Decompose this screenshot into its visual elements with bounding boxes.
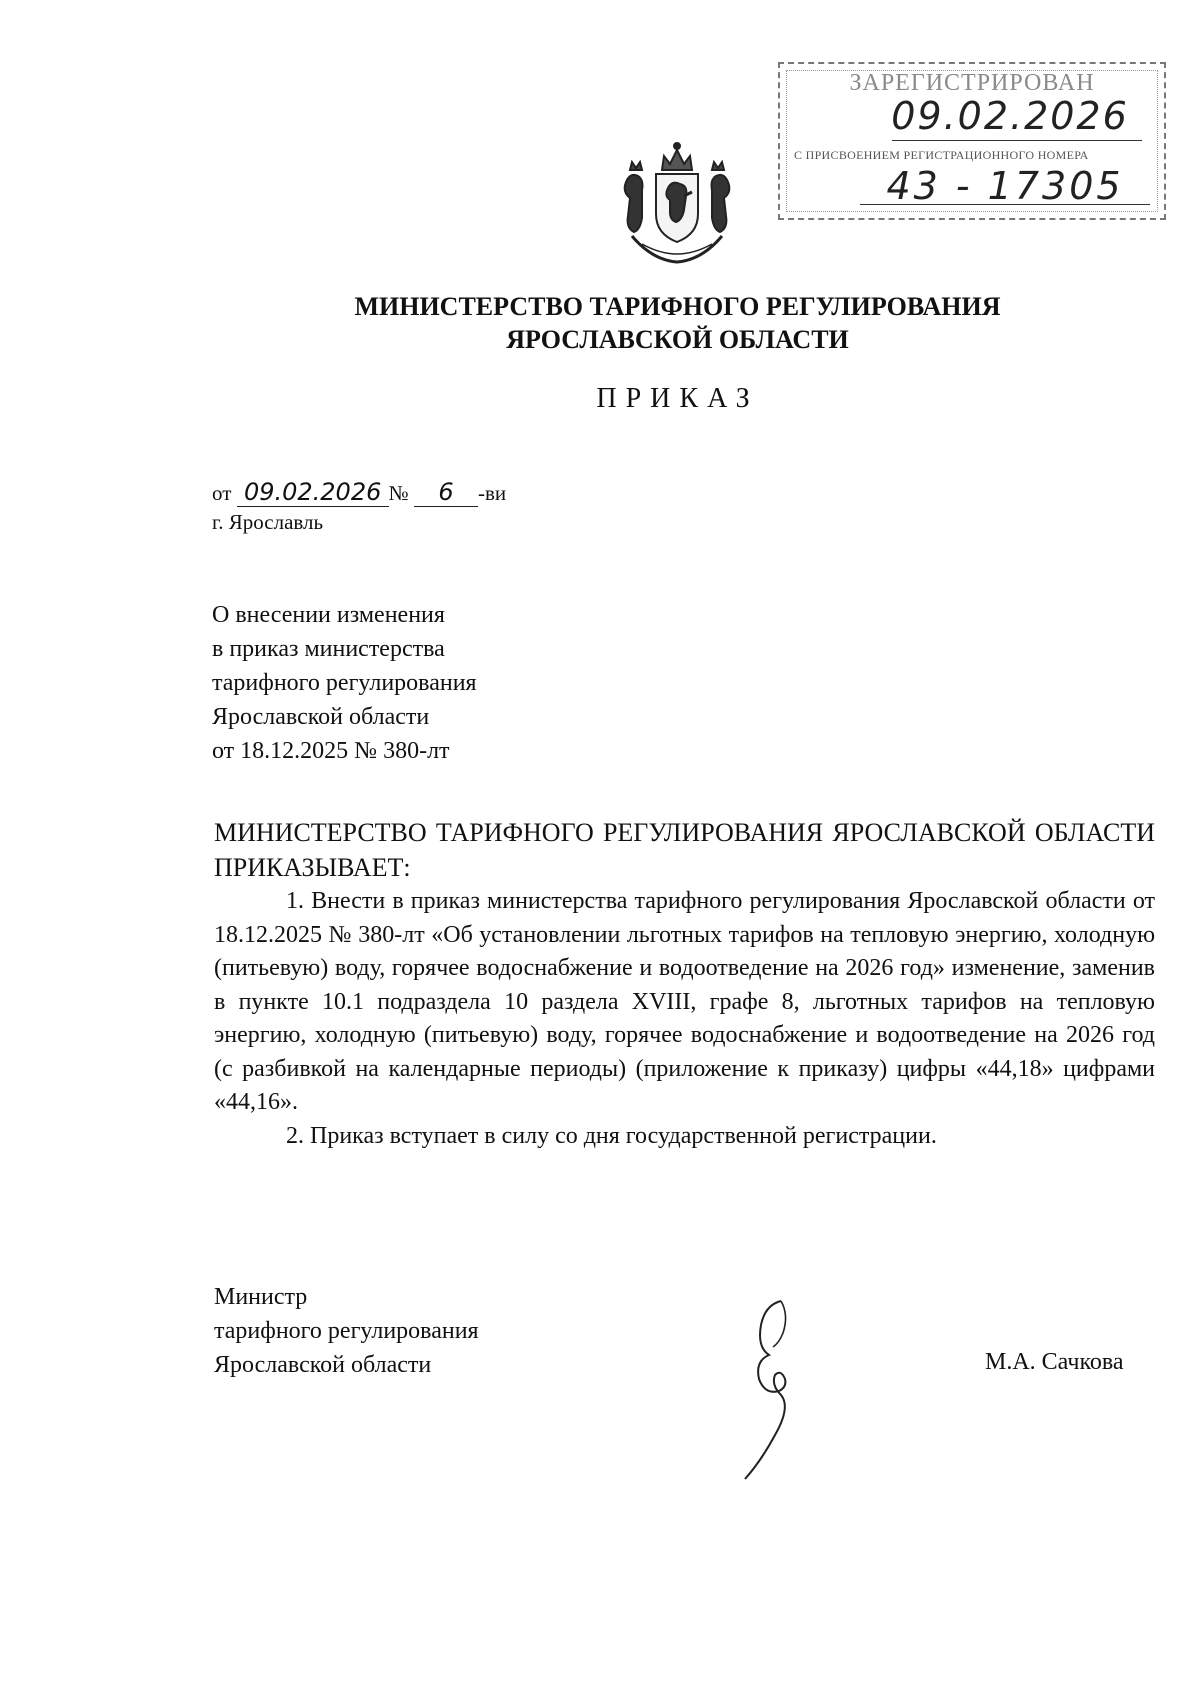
stamp-underline-date (892, 140, 1142, 141)
order-subject (212, 598, 477, 768)
order-number: 6 (414, 478, 478, 507)
signatory-title-line: Ярославской области (214, 1352, 432, 1378)
signatory-title-line: Министр (214, 1284, 308, 1310)
stamp-underline-number (860, 204, 1150, 205)
signatory-title (214, 1280, 479, 1382)
order-city: г. Ярославль (212, 510, 324, 534)
handwritten-signature-icon (735, 1295, 815, 1485)
subject-line: от 18.12.2025 № 380-лт (212, 738, 450, 764)
stamp-number: 43 - 17305 (886, 164, 1124, 208)
coat-of-arms-icon (612, 136, 742, 268)
order-item-2: 2. Приказ вступает в силу со дня государственной регистрации. (286, 1122, 937, 1149)
order-number-suffix: -ви (477, 481, 507, 505)
ministry-line-2: ЯРОСЛАВСКОЙ ОБЛАСТИ (506, 325, 849, 354)
subject-line: О внесении изменения (212, 602, 445, 628)
stamp-title: ЗАРЕГИСТРИРОВАН (849, 70, 1095, 96)
document-type: ПРИКАЗ (596, 383, 759, 414)
order-item-1: 1. Внести в приказ министерства тарифного регулирования Ярославской области от 18.12.2025 № 380-лт «Об установлении льготных тарифов на тепловую энергию, холодную (питьевую) воду, горячее водоснабжение и водоотведение на 2026 год» изменение, заменив в пункте 10.1 подраздела 10 раздела XVIII, графе 8, льготных тарифов на тепловую энергию, холодную (питьевую) воду, горячее водоснабжение и водоотведение на 2026 год (с разбивкой на календарные периоды) (приложение к приказу) цифры «44,18» цифрами «44,16». (214, 888, 1155, 1115)
stamp-caption: С ПРИСВОЕНИЕМ РЕГИСТРАЦИОННОГО НОМЕРА (794, 148, 1089, 162)
order-date: 09.02.2026 (237, 478, 389, 507)
signatory-name: М.А. Сачкова (985, 1349, 1124, 1375)
ministry-line-1: МИНИСТЕРСТВО ТАРИФНОГО РЕГУЛИРОВАНИЯ (354, 292, 1001, 321)
subject-line: тарифного регулирования (212, 670, 477, 696)
signatory-title-line: тарифного регулирования (214, 1318, 479, 1344)
order-number-label: № (388, 481, 409, 505)
subject-line: Ярославской области (212, 704, 430, 730)
ministry-heading (0, 290, 1200, 356)
order-body (214, 815, 1155, 1153)
subject-line: в приказ министерства (212, 636, 445, 662)
order-from-label: от (212, 481, 232, 505)
registration-stamp (778, 62, 1166, 220)
order-date-line (212, 478, 506, 507)
stamp-date: 09.02.2026 (891, 94, 1129, 138)
order-body-heading: МИНИСТЕРСТВО ТАРИФНОГО РЕГУЛИРОВАНИЯ ЯРОСЛАВСКОЙ ОБЛАСТИ ПРИКАЗЫВАЕТ: (214, 818, 1155, 882)
